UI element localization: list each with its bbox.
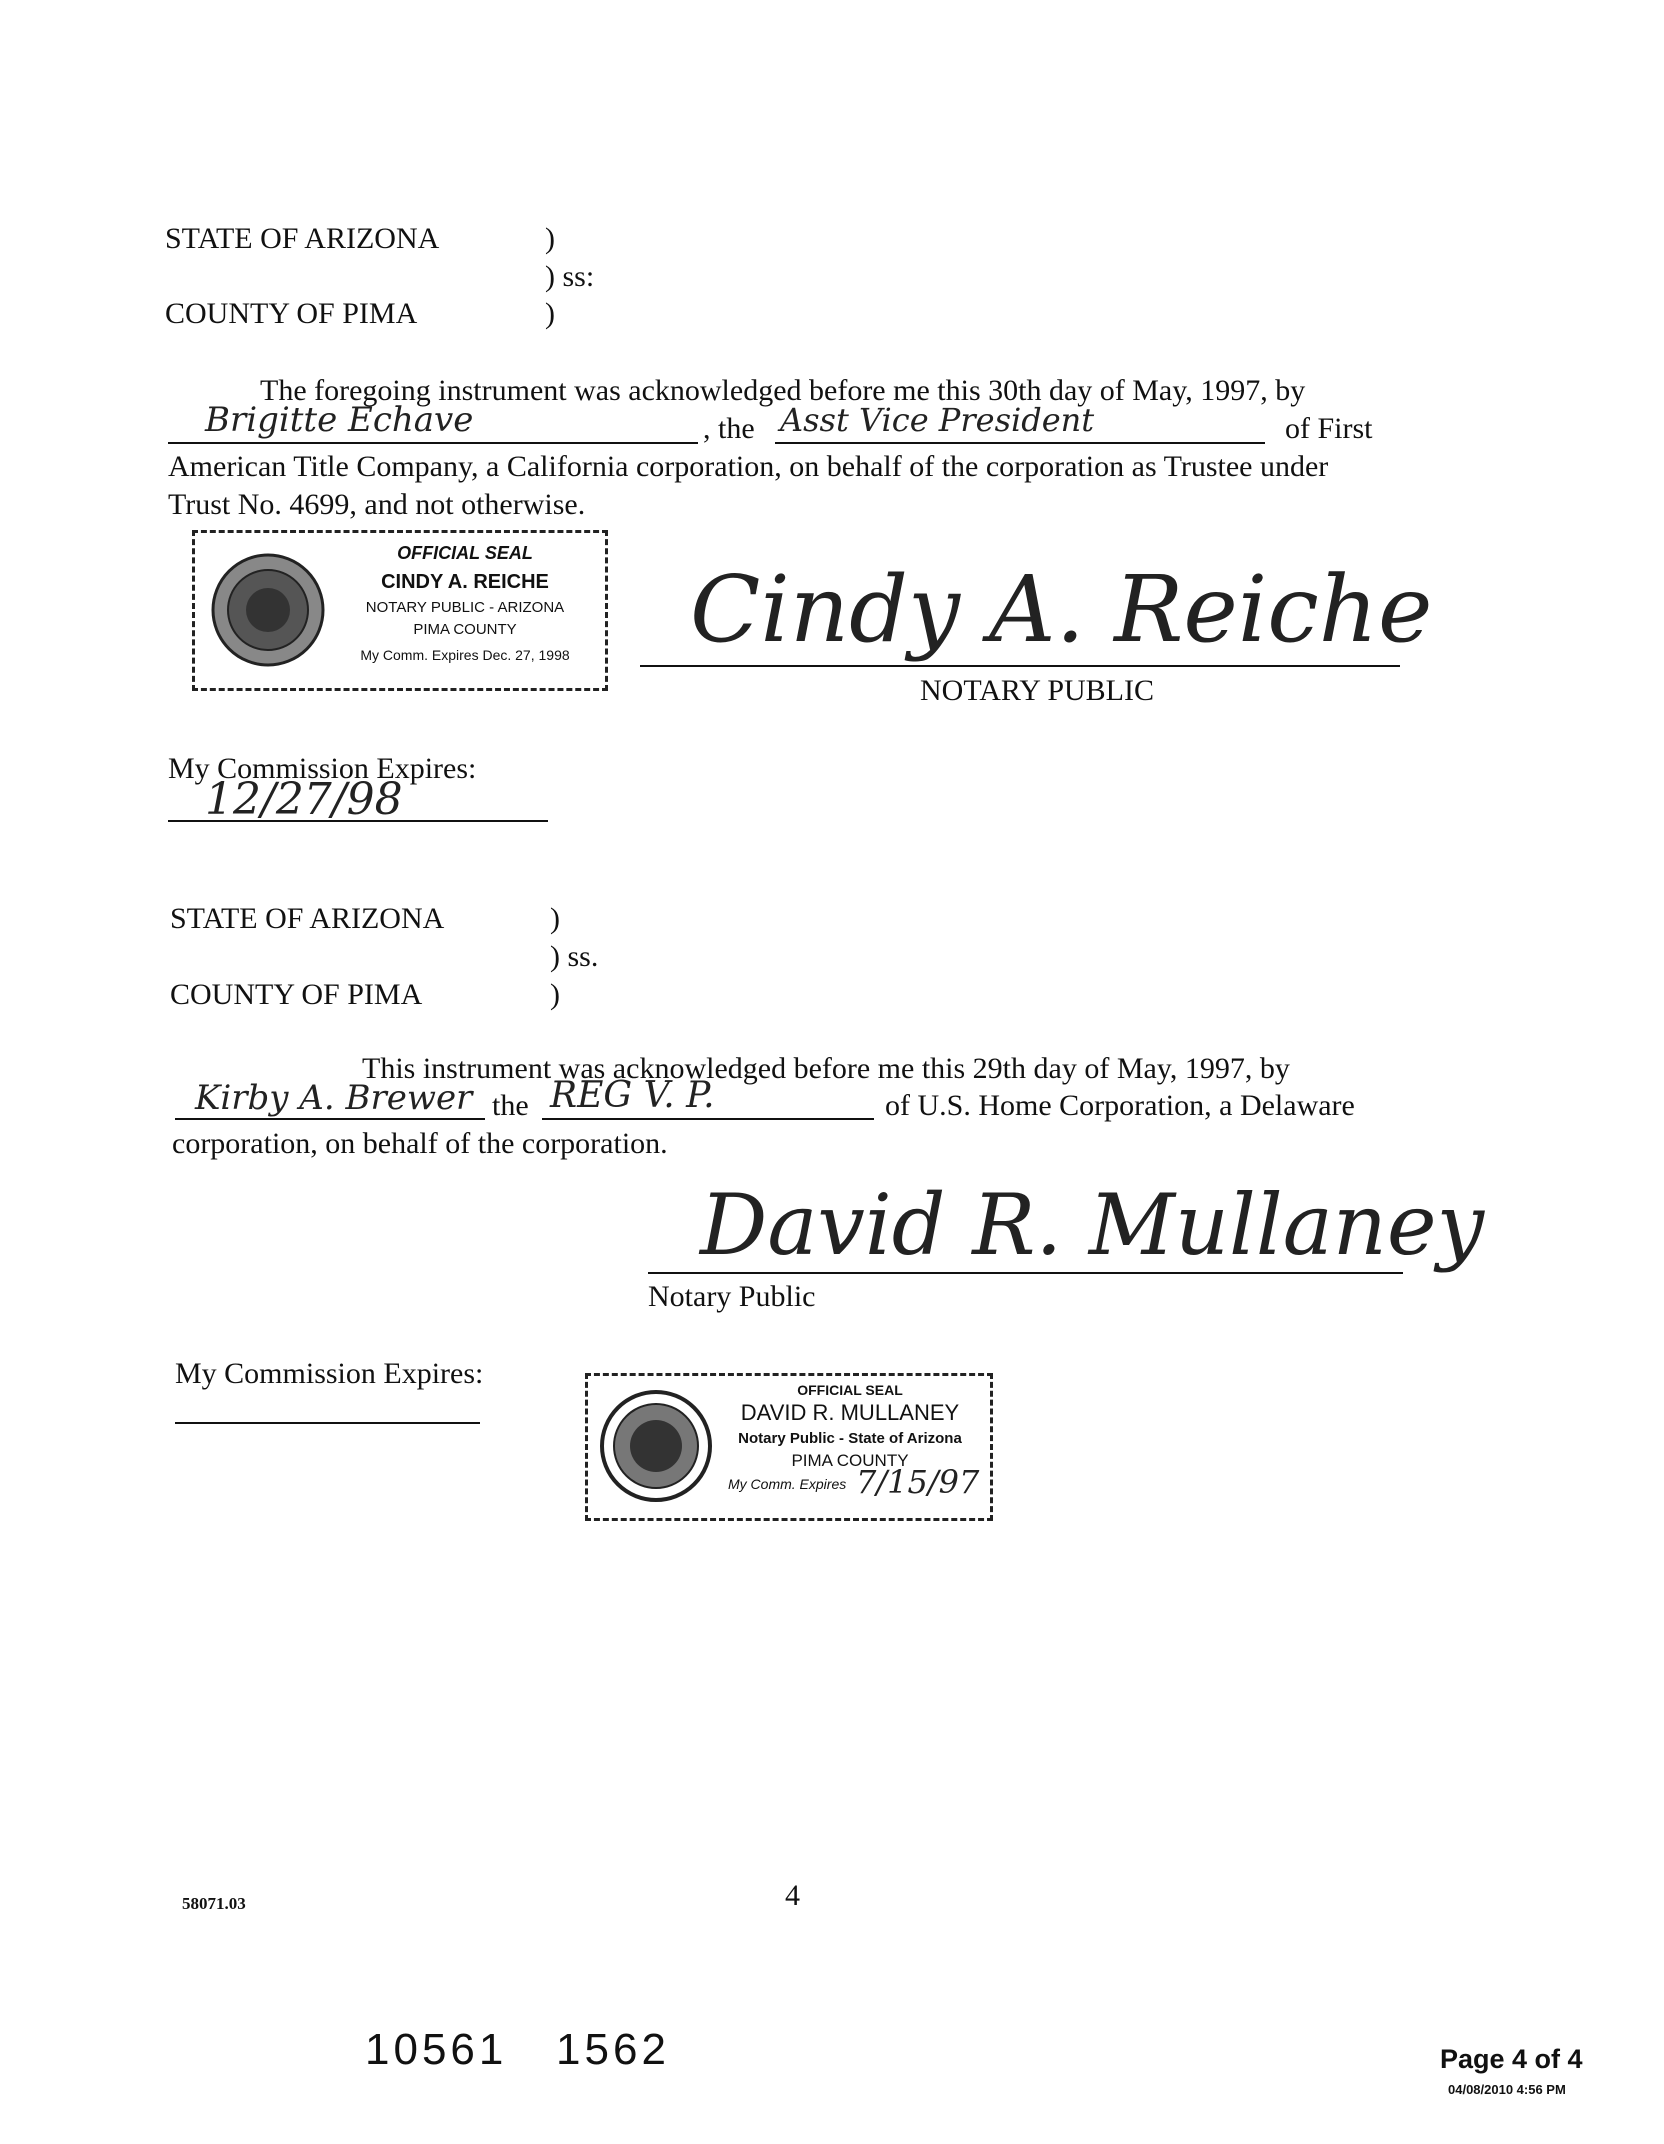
- signature-line-1: [640, 665, 1400, 667]
- seal-1-line5: My Comm. Expires Dec. 27, 1998: [360, 647, 570, 663]
- bracket-1a: ): [545, 222, 555, 255]
- commission-label-2: My Commission Expires:: [175, 1357, 484, 1390]
- page-number: 4: [785, 1879, 800, 1912]
- bracket-2b: ): [550, 978, 560, 1011]
- seal-1-line4: PIMA COUNTY: [413, 621, 517, 638]
- title-blank-1: [775, 442, 1265, 444]
- ack-line-3: American Title Company, a California corporation, on behalf of the corporation as Trustee under: [168, 450, 1329, 483]
- seal-2-expiry-date: 7/15/97: [856, 1463, 980, 1501]
- page-of-label: Page 4 of 4: [1440, 2044, 1583, 2074]
- ss-2: ) ss.: [550, 940, 599, 973]
- seal-1-line3: NOTARY PUBLIC - ARIZONA: [365, 599, 565, 616]
- commission-label-1: My Commission Expires:: [168, 752, 477, 785]
- seal-1-title: OFFICIAL SEAL: [397, 543, 533, 563]
- seal-2-title: OFFICIAL SEAL: [797, 1382, 903, 1398]
- notary-signature-1: Cindy A. Reiche: [690, 556, 1433, 663]
- seal-2-name: DAVID R. MULLANEY: [740, 1400, 960, 1425]
- notary-public-label-2: Notary Public: [648, 1280, 816, 1313]
- of-first-text: of First: [1285, 412, 1373, 445]
- bracket-2a: ): [550, 902, 560, 935]
- ack-line-7: corporation, on behalf of the corporation.: [172, 1127, 668, 1160]
- notary-signature-2: David R. Mullaney: [700, 1176, 1485, 1274]
- signer-name-handwritten-1: Brigitte Echave: [205, 400, 474, 440]
- title-blank-2: [542, 1118, 874, 1120]
- notary-seal-2: [585, 1373, 993, 1521]
- document-id: 58071.03: [182, 1894, 246, 1913]
- notary-public-label-1: NOTARY PUBLIC: [920, 674, 1155, 707]
- seal-emblem-icon: [209, 551, 327, 669]
- seal-2-line3: Notary Public - State of Arizona: [738, 1430, 962, 1447]
- book-page-number: 10561 1562: [365, 2025, 670, 2074]
- commission-blank-1: [168, 820, 548, 822]
- county-heading-2: COUNTY OF PIMA: [170, 978, 423, 1011]
- state-heading-1: STATE OF ARIZONA: [165, 222, 440, 255]
- signature-line-2: [648, 1272, 1403, 1274]
- ss-1: ) ss:: [545, 260, 595, 293]
- title-handwritten-2: REG V. P.: [550, 1075, 715, 1116]
- ack-line-1: The foregoing instrument was acknowledged before me this 30th day of May, 1997, by: [260, 374, 1306, 407]
- seal-2-line5: My Comm. Expires: [728, 1476, 847, 1492]
- ack-line-4: Trust No. 4699, and not otherwise.: [168, 488, 586, 521]
- title-handwritten-1: Asst Vice President: [780, 401, 1095, 439]
- notary-seal-1: [192, 530, 608, 691]
- print-timestamp: 04/08/2010 4:56 PM: [1448, 2082, 1566, 2097]
- arizona-seal-icon: [598, 1388, 714, 1504]
- ack-line-5: This instrument was acknowledged before me this 29th day of May, 1997, by: [362, 1052, 1290, 1085]
- the-text-2: the: [492, 1089, 529, 1122]
- the-text-1: , the: [703, 412, 755, 445]
- commission-date-1: 12/27/98: [205, 774, 403, 825]
- seal-1-name: CINDY A. REICHE: [381, 571, 549, 593]
- commission-blank-2: [175, 1422, 480, 1424]
- bracket-1b: ): [545, 297, 555, 330]
- signer-name-handwritten-2: Kirby A. Brewer: [195, 1078, 473, 1118]
- state-heading-2: STATE OF ARIZONA: [170, 902, 445, 935]
- signer-blank-1: [168, 442, 698, 444]
- county-heading-1: COUNTY OF PIMA: [165, 297, 418, 330]
- of-company-text: of U.S. Home Corporation, a Delaware: [885, 1089, 1355, 1122]
- seal-2-line4: PIMA COUNTY: [791, 1451, 909, 1470]
- signer-blank-2: [175, 1118, 485, 1120]
